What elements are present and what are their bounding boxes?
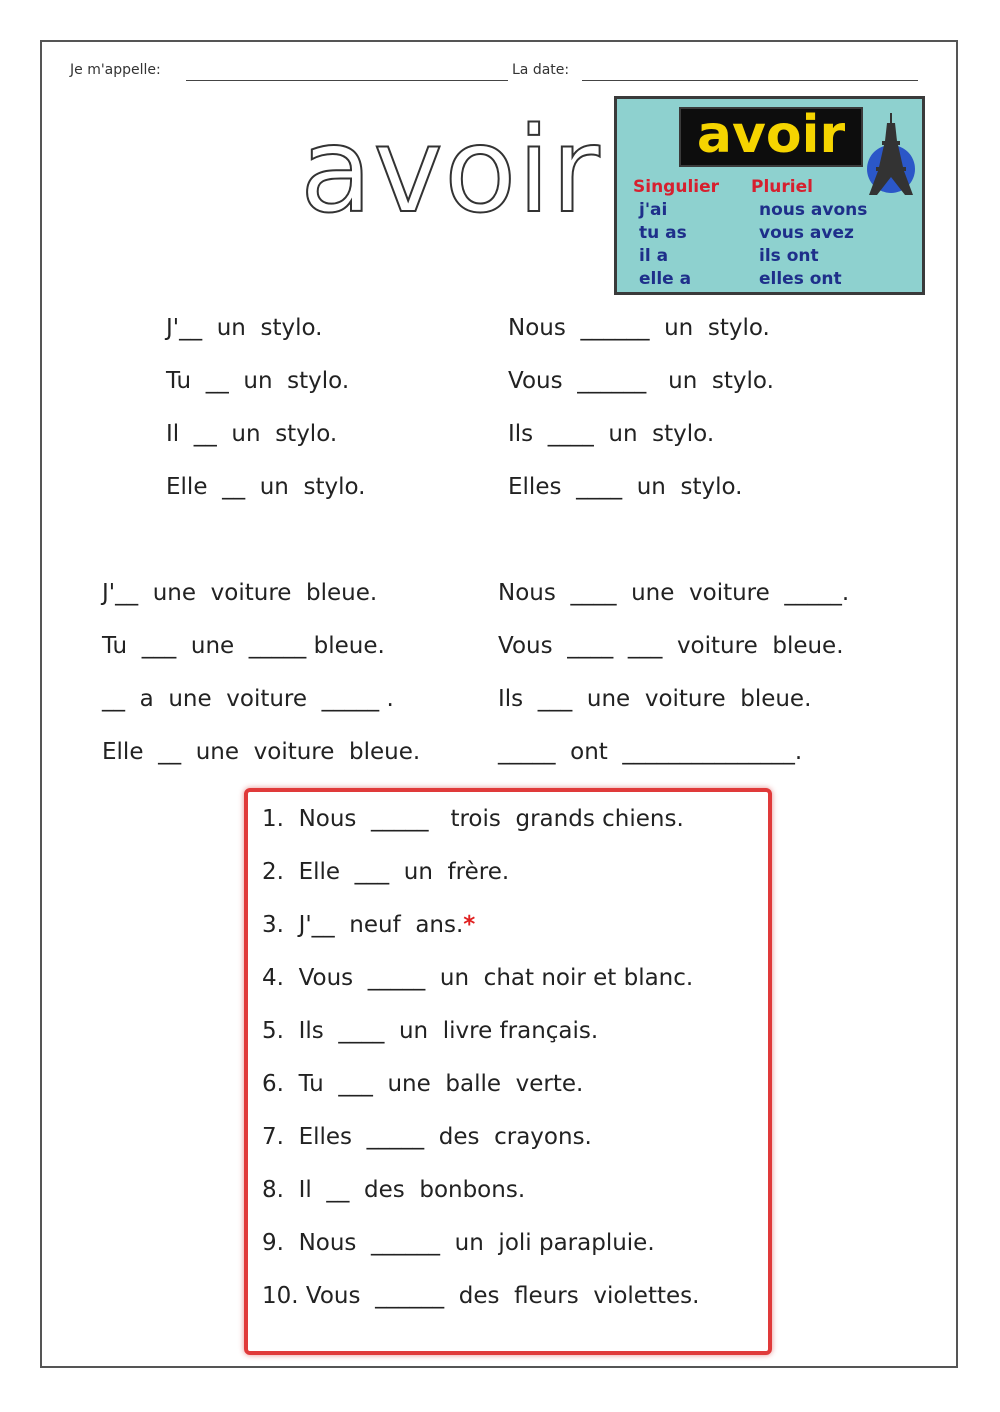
s1-right-1: Nous ______ un stylo. [508,315,770,341]
s1-left-1: J'__ un stylo. [166,315,323,341]
conj-plural-2: vous avez [759,223,854,243]
conjugation-title: avoir [679,107,863,167]
exercise-item-3-text: 3. J'__ neuf ans. [262,912,464,938]
s2-right-4: _____ ont _______________. [498,739,803,765]
exercise-item-4: 4. Vous _____ un chat noir et blanc. [262,965,694,991]
eiffel-tower-icon [865,111,917,197]
plural-heading: Pluriel [751,177,813,197]
exercise-item-7: 7. Elles _____ des crayons. [262,1124,592,1150]
conj-plural-4: elles ont [759,269,842,289]
s2-right-2: Vous ____ ___ voiture bleue. [498,633,844,659]
s2-left-3: __ a une voiture _____ . [102,686,394,712]
conj-plural-1: nous avons [759,200,868,220]
s1-left-4: Elle __ un stylo. [166,474,366,500]
singular-heading: Singulier [633,177,720,197]
exercise-item-5: 5. Ils ____ un livre français. [262,1018,599,1044]
exercise-item-3 [262,912,475,938]
s1-left-2: Tu __ un stylo. [166,368,350,394]
s2-left-2: Tu ___ une _____ bleue. [102,633,385,659]
exercise-star: * [463,912,476,938]
exercise-item-2: 2. Elle ___ un frère. [262,859,510,885]
exercise-item-9: 9. Nous ______ un joli parapluie. [262,1230,655,1256]
conj-singular-1: j'ai [639,200,668,220]
exercise-item-8: 8. Il __ des bonbons. [262,1177,526,1203]
date-field[interactable] [582,80,918,81]
date-label: La date: [512,62,570,78]
exercise-item-1: 1. Nous _____ trois grands chiens. [262,806,684,832]
conjugation-box [614,96,925,295]
exercise-item-6: 6. Tu ___ une balle verte. [262,1071,584,1097]
s2-left-1: J'__ une voiture bleue. [102,580,378,606]
s2-right-1: Nous ____ une voiture _____. [498,580,850,606]
s1-right-2: Vous ______ un stylo. [508,368,774,394]
s1-right-4: Elles ____ un stylo. [508,474,743,500]
page-title: avoir [300,101,601,239]
s1-left-3: Il __ un stylo. [166,421,338,447]
name-field[interactable] [186,80,508,81]
exercise-item-10: 10. Vous ______ des fleurs violettes. [262,1283,700,1309]
name-label: Je m'appelle: [70,62,161,78]
conj-singular-3: il a [639,246,669,266]
s1-right-3: Ils ____ un stylo. [508,421,715,447]
s2-right-3: Ils ___ une voiture bleue. [498,686,812,712]
conj-plural-3: ils ont [759,246,819,266]
conj-singular-2: tu as [639,223,687,243]
conj-singular-4: elle a [639,269,692,289]
s2-left-4: Elle __ une voiture bleue. [102,739,421,765]
